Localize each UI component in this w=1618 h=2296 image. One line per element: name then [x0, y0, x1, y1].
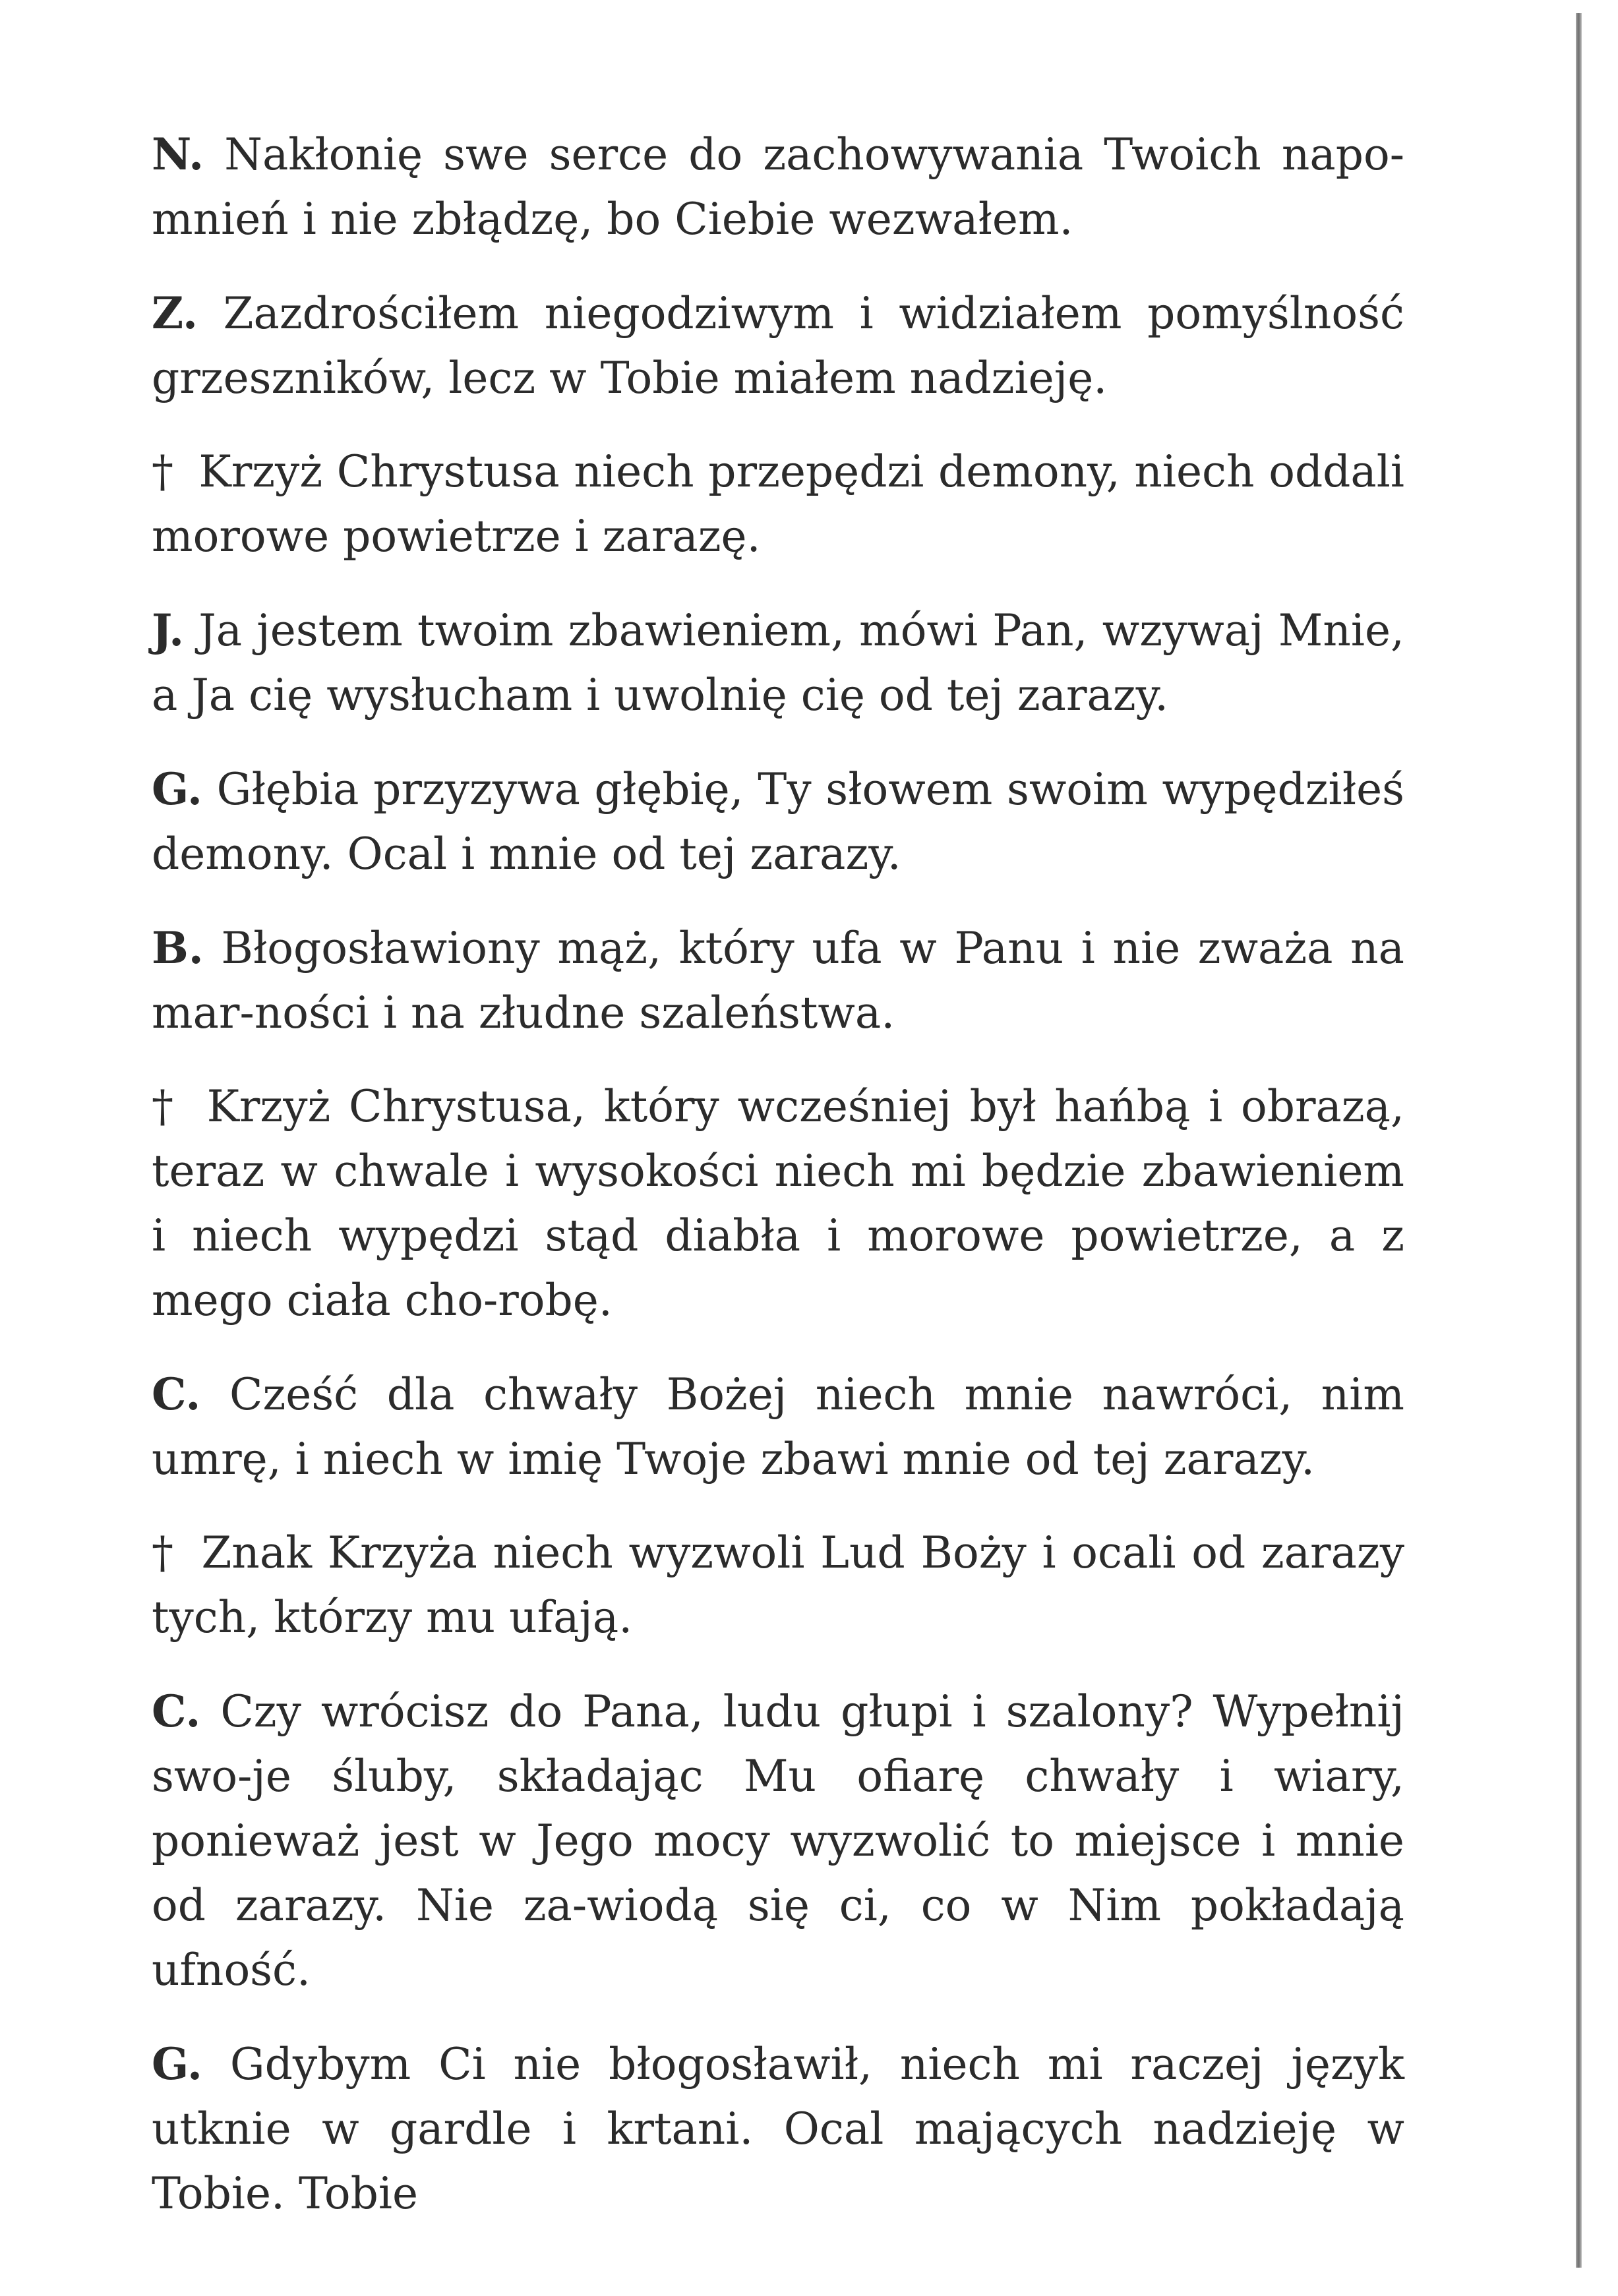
paragraph-marker: C.	[152, 1686, 201, 1737]
cross-icon: †	[152, 1081, 178, 1132]
paragraph-text: Nakłonię swe serce do zachowywania Twoich napo-mnień i nie zbłądzę, bo Ciebie wezwałem.	[152, 129, 1405, 245]
paragraph-marker: B.	[152, 922, 204, 974]
scan-edge-shadow	[1576, 13, 1582, 2268]
paragraph-text: Czy wrócisz do Pana, ludu głupi i szalony? Wypełnij swo-je śluby, składając Mu ofiarę chwały i wiary, ponieważ jest w Jego mocy wyzwolić to miejsce i mnie od zarazy. Nie za-wiodą się ci, co w Nim pokładają ufność.	[152, 1686, 1404, 1995]
text-column	[152, 122, 1404, 2255]
paragraph-z	[152, 281, 1404, 411]
paragraph-marker: Z.	[152, 287, 198, 339]
paragraph-cross-1	[152, 440, 1404, 569]
paragraph-text: Błogosławiony mąż, który ufa w Panu i nie zważa na mar-ności i na złudne szaleństwa.	[152, 923, 1404, 1038]
paragraph-c-2	[152, 1679, 1404, 2003]
paragraph-text: Znak Krzyża niech wyzwoli Lud Boży i ocali od zarazy tych, którzy mu ufają.	[152, 1527, 1405, 1643]
paragraph-text: Krzyż Chrystusa niech przepędzi demony, niech oddali morowe powietrze i zarazę.	[152, 446, 1405, 562]
paragraph-text: Głębia przyzywa głębię, Ty słowem swoim wypędziłeś demony. Ocal i mnie od tej zarazy.	[152, 764, 1404, 879]
paragraph-marker: C.	[152, 1369, 201, 1420]
paragraph-cross-2	[152, 1074, 1404, 1333]
cross-icon: †	[152, 1527, 175, 1578]
cross-icon: †	[152, 446, 174, 497]
paragraph-n	[152, 122, 1404, 252]
paragraph-text: Cześć dla chwały Bożej niech mnie nawróci, nim umrę, i niech w imię Twoje zbawi mnie od tej zarazy.	[152, 1369, 1404, 1485]
paragraph-cross-3	[152, 1521, 1404, 1650]
paragraph-g-1	[152, 757, 1404, 887]
paragraph-text: Krzyż Chrystusa, który wcześniej był hańbą i obrazą, teraz w chwale i wysokości niech mi będzie zbawieniem i niech wypędzi stąd diabła i morowe powietrze, a z mego ciała cho-robę.	[152, 1081, 1404, 1326]
paragraph-b	[152, 916, 1404, 1045]
paragraph-marker: N.	[152, 129, 204, 180]
paragraph-g-2	[152, 2032, 1404, 2226]
paragraph-marker: G.	[152, 763, 202, 815]
paragraph-text: Zazdrościłem niegodziwym i widziałem pomyślność grzeszników, lecz w Tobie miałem nadzieję.	[152, 288, 1404, 403]
paragraph-text: Gdybym Ci nie błogosławił, niech mi raczej język utknie w gardle i krtani. Ocal mających nadzieję w Tobie. Tobie	[152, 2039, 1405, 2219]
paragraph-marker: J.	[152, 604, 185, 656]
paragraph-c-1	[152, 1362, 1404, 1492]
paragraph-j	[152, 598, 1404, 728]
paragraph-text: Ja jestem twoim zbawieniem, mówi Pan, wzywaj Mnie, a Ja cię wysłucham i uwolnię cię od tej zarazy.	[152, 605, 1404, 721]
paragraph-marker: G.	[152, 2038, 202, 2090]
